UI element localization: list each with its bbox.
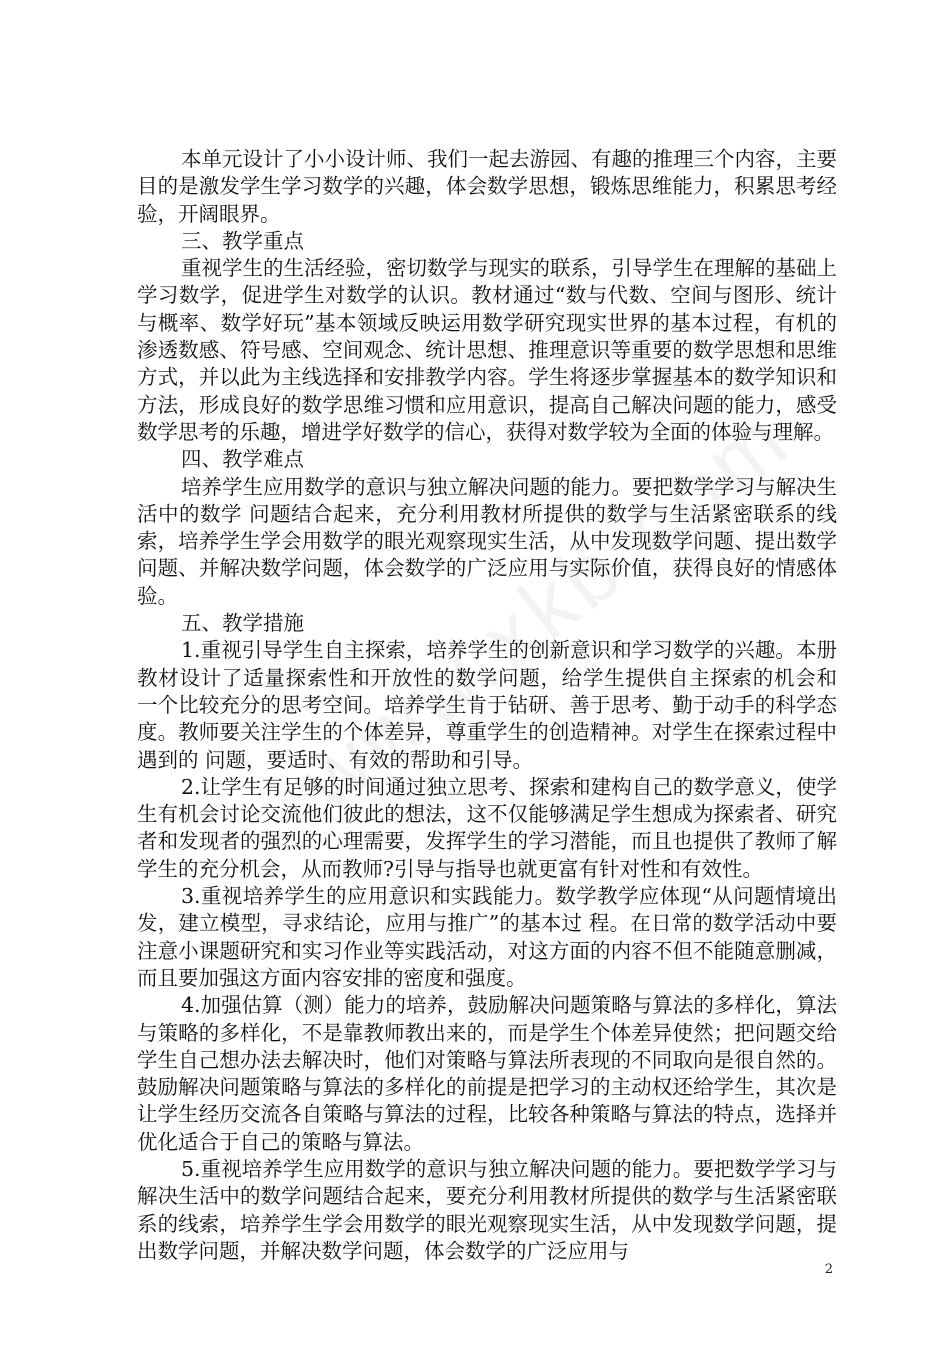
paragraph-measure-5: 5.重视培养学生应用数学的意识与独立解决问题的能力。要把数学学习与解决生活中的数学问题结合起来，要充分利用教材所提供的数学与生活紧密联系的线索，培养学生学会用数学的眼光观察现实生活，从中发现数学问题，提出数学问题，并解决数学问题，体会数学的广泛应用与 bbox=[137, 1156, 837, 1263]
paragraph-measure-4: 4.加强估算（测）能力的培养，鼓励解决问题策略与算法的多样化，算法与策略的多样化，不是靠教师教出来的，而是学生个体差异使然；把问题交给学生自己想办法去解决时，他们对策略与算法所表现的不同取向是很自然的。鼓励解决问题策略与算法的多样化的前提是把学习的主动权还给学生，其次是让学生经历交流各自策略与算法的过程，比较各种策略与算法的特点，选择并优化适合于自己的策略与算法。 bbox=[137, 993, 837, 1154]
paragraph-teaching-difficulty: 培养学生应用数学的意识与独立解决问题的能力。要把数学学习与解决生活中的数学 问题结合起来，充分利用教材所提供的数学与生活紧密联系的线索，培养学生学会用数学的眼光观察现实生活，从中发现数学问题、提出数学问题、并解决数学问题，体会数学的广泛应用与实际价值，获得良好的情感体验。 bbox=[137, 474, 837, 608]
paragraph-measure-1: 1.重视引导学生自主探索，培养学生的创新意识和学习数学的兴趣。本册教材设计了适量探索性和开放性的数学问题，给学生提供自主探索的机会和 一个比较充分的思考空间。培养学生肯于钻研、善于思考、勤于动手的科学态度。教师要关注学生的个体差异，尊重学生的创造精神。对学生在探索过程中遇到的 问题，要适时、有效的帮助和引导。 bbox=[137, 638, 837, 772]
paragraph-unit-design: 本单元设计了小小设计师、我们一起去游园、有趣的推理三个内容，主要目的是激发学生学习数学的兴趣，体会数学思想，锻炼思维能力，积累思考经验，开阔眼界。 bbox=[137, 147, 837, 226]
heading-teaching-difficulty: 四、教学难点 bbox=[181, 447, 304, 472]
page-number: 2 bbox=[824, 1262, 833, 1277]
paragraph-measure-2: 2.让学生有足够的时间通过独立思考、探索和建构自己的数学意义，使学生有机会讨论交流他们彼此的想法，这不仅能够满足学生想成为探索者、研究者和发现者的强烈的心理需要，发挥学生的学习潜能，而且也提供了教师了解学生的充分机会，从而教师?引导与指导也就更富有针对性和有效性。 bbox=[137, 774, 837, 881]
paragraph-measure-3: 3.重视培养学生的应用意识和实践能力。数学教学应体现“从问题情境出发，建立模型，寻求结论，应用与推广”的基本过 程。在日常的数学活动中要注意小课题研究和实习作业等实践活动，对这方面的内容不但不能随意删减，而且要加强这方面内容安排的密度和强度。 bbox=[137, 884, 837, 990]
heading-teaching-measures: 五、教学措施 bbox=[181, 611, 304, 636]
paragraph-teaching-focus: 重视学生的生活经验，密切数学与现实的联系，引导学生在理解的基础上学习数学，促进学生对数学的认识。教材通过“数与代数、空间与图形、统计与概率、数学好玩”基本领域反映运用数学研究现实世界的基本过程，有机的渗透数感、符号感、空间观念、统计思想、推理意识等重要的数学思想和思维方式，并以此为主线选择和安排教学内容。学生将逐步掌握基本的数学知识和方法，形成良好的数学思维习惯和应用意识，提高自己解决问题的能力，感受数学思考的乐趣，增进学好数学的信心，获得对数学较为全面的体验与理解。 bbox=[137, 256, 837, 444]
heading-teaching-focus: 三、教学重点 bbox=[181, 228, 304, 253]
document-body bbox=[137, 146, 837, 1265]
